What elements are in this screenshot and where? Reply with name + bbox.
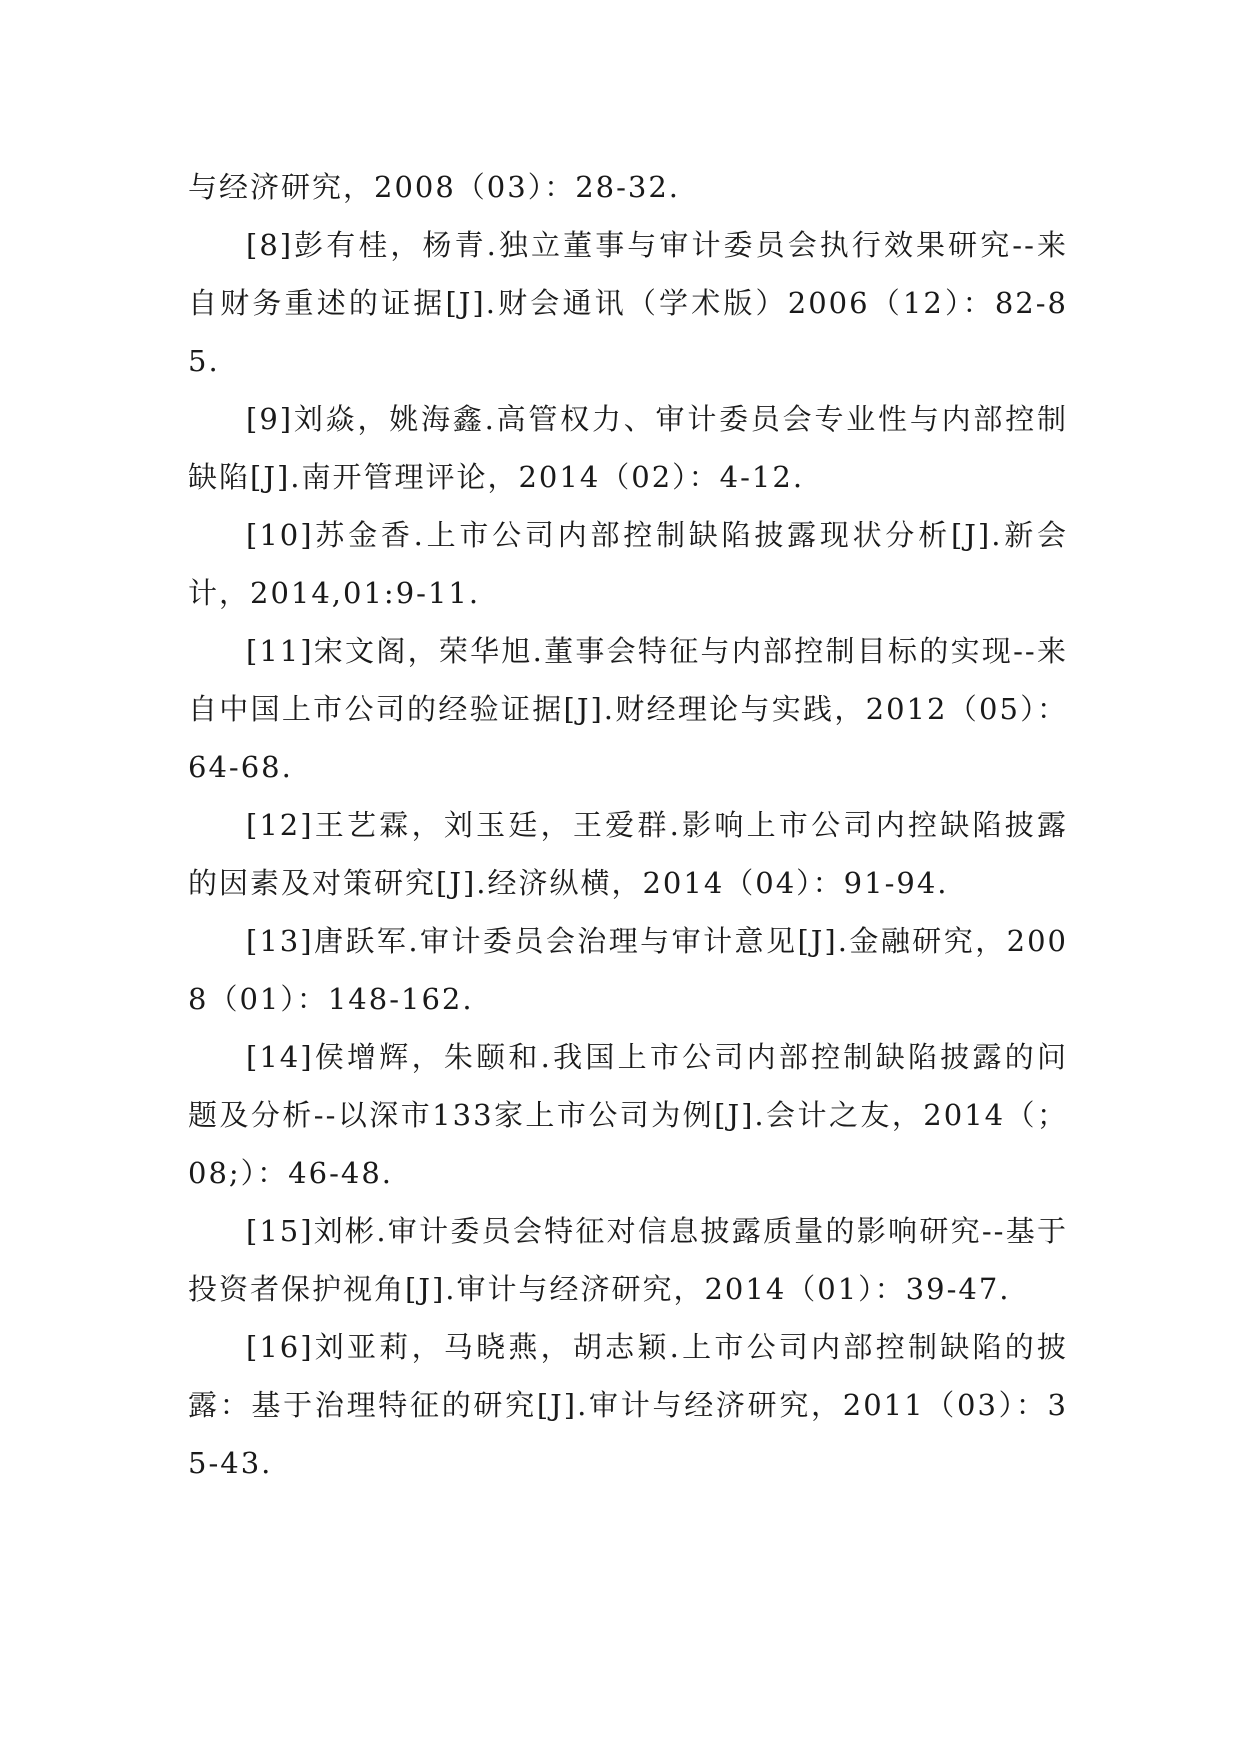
reference-item-12: [12]王艺霖，刘玉廷，王爱群.影响上市公司内控缺陷披露的因素及对策研究[J].经济纵横，2014（04）：91-94. [188,808,1068,900]
reference-item-13: [13]唐跃军.审计委员会治理与审计意见[J].金融研究，2008（01）：148-162. [188,924,1068,1016]
reference-item-10: [10]苏金香.上市公司内部控制缺陷披露现状分析[J].新会计，2014,01:9-11. [188,518,1068,610]
reference-item-15: [15]刘彬.审计委员会特征对信息披露质量的影响研究--基于投资者保护视角[J].审计与经济研究，2014（01）：39-47. [188,1214,1068,1306]
reference-list [188,158,1068,1492]
reference-item-7-continuation: 与经济研究，2008（03）：28-32. [188,170,681,204]
reference-item-11: [11]宋文阁，荣华旭.董事会特征与内部控制目标的实现--来自中国上市公司的经验证据[J].财经理论与实践，2012（05）：64-68. [188,634,1068,784]
reference-item-8: [8]彭有桂，杨青.独立董事与审计委员会执行效果研究--来自财务重述的证据[J].财会通讯（学术版）2006（12）：82-85. [188,228,1068,378]
reference-item-16: [16]刘亚莉，马晓燕，胡志颖.上市公司内部控制缺陷的披露：基于治理特征的研究[J].审计与经济研究，2011（03）：35-43. [188,1330,1068,1480]
reference-item-9: [9]刘焱，姚海鑫.高管权力、审计委员会专业性与内部控制缺陷[J].南开管理评论，2014（02）：4-12. [188,402,1068,494]
reference-item-14: [14]侯增辉，朱颐和.我国上市公司内部控制缺陷披露的问题及分析--以深市133家上市公司为例[J].会计之友，2014（；08;）：46-48. [188,1040,1068,1190]
